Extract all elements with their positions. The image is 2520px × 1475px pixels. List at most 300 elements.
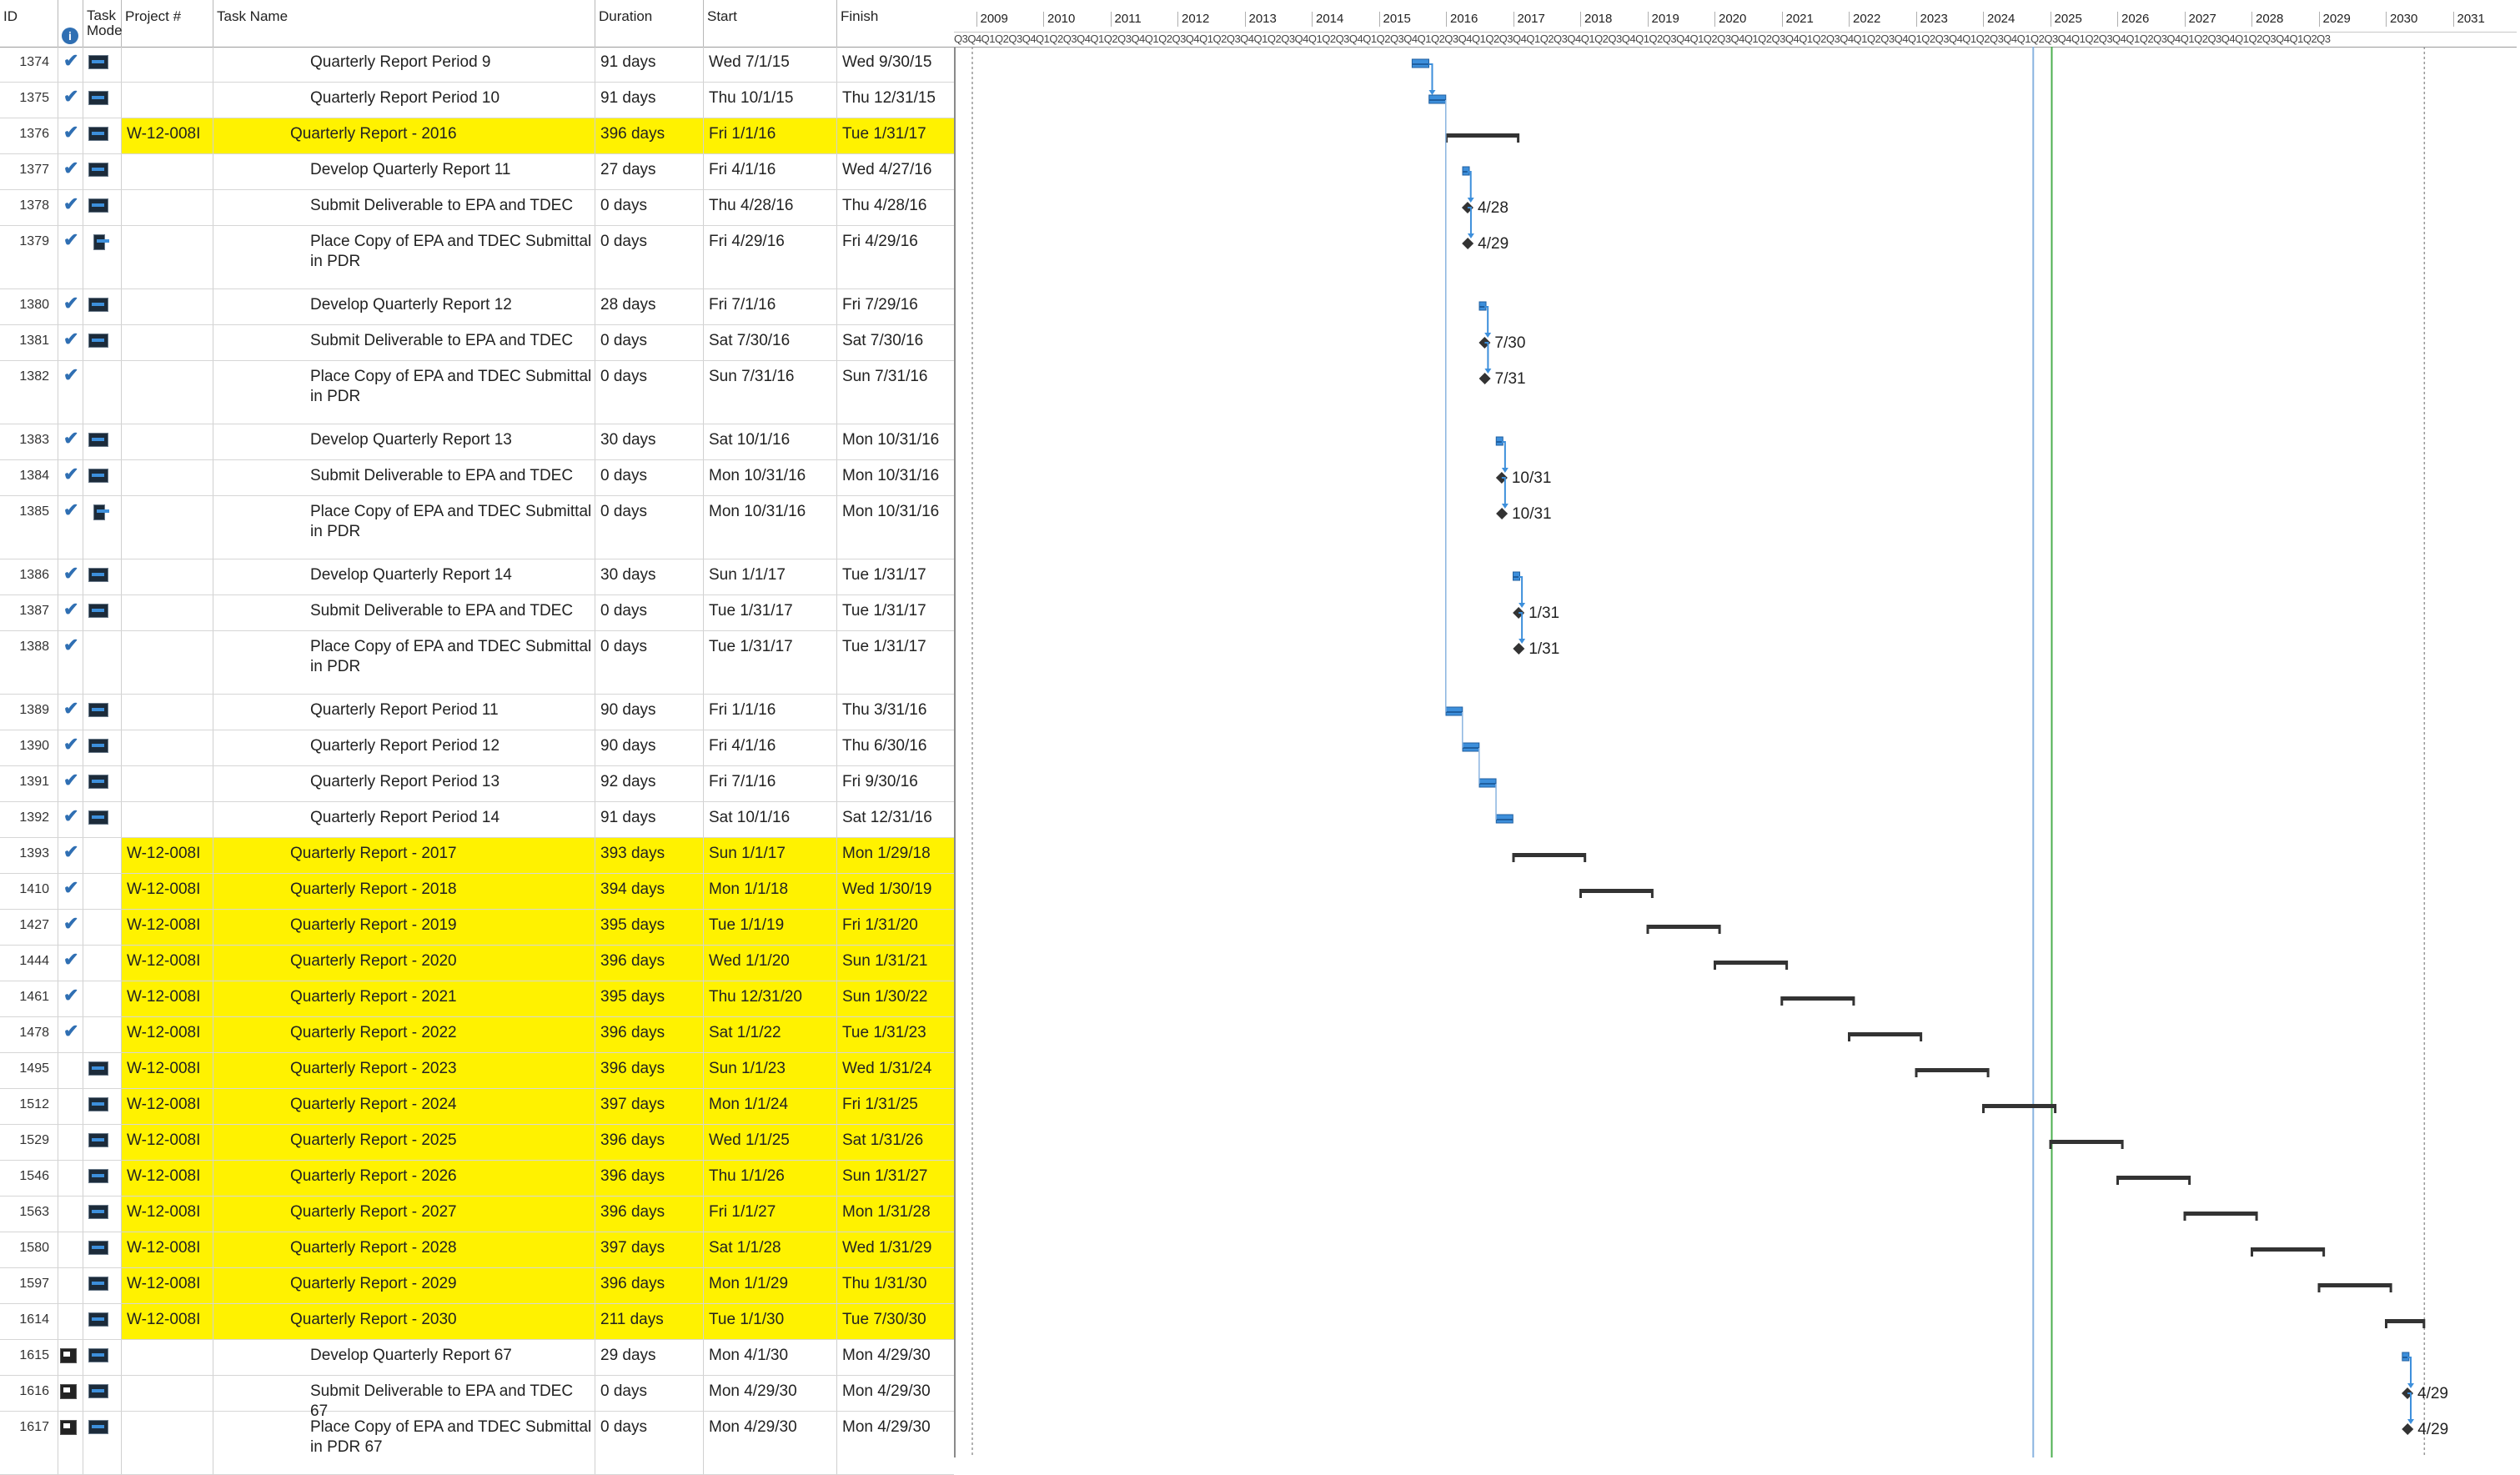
row-task-mode[interactable]	[83, 1376, 122, 1411]
dependency-arrow	[1468, 198, 1474, 203]
table-row[interactable]	[0, 361, 954, 424]
table-row[interactable]	[0, 1304, 954, 1340]
summary-bar	[2185, 1212, 2257, 1216]
row-task-name[interactable]: Submit Deliverable to EPA and TDEC	[213, 190, 595, 225]
row-duration: 30 days	[595, 424, 704, 459]
row-duration: 28 days	[595, 289, 704, 324]
row-task-name[interactable]: Place Copy of EPA and TDEC Submittal in PDR	[213, 496, 595, 559]
row-finish: Fri 4/29/16	[837, 226, 954, 288]
auto-schedule-icon	[88, 91, 108, 105]
row-indicators	[58, 190, 83, 225]
row-id: 1444	[0, 946, 58, 981]
row-task-name[interactable]: Quarterly Report - 2023	[213, 1053, 595, 1088]
row-project	[122, 1340, 213, 1375]
milestone-marker	[1462, 238, 1473, 249]
complete-check-icon: ✔	[63, 122, 78, 143]
auto-schedule-icon	[88, 1348, 108, 1362]
table-row[interactable]	[0, 695, 954, 730]
row-project	[122, 730, 213, 765]
row-task-mode[interactable]	[83, 730, 122, 765]
manual-task-icon	[60, 1384, 77, 1399]
row-task-name[interactable]: Quarterly Report - 2018	[213, 874, 595, 909]
row-finish: Fri 7/29/16	[837, 289, 954, 324]
summary-bar	[2051, 1140, 2123, 1144]
row-duration: 90 days	[595, 695, 704, 730]
dependency-arrow	[1502, 504, 1508, 509]
row-task-name[interactable]: Quarterly Report - 2028	[213, 1232, 595, 1267]
summary-bar	[1849, 1032, 1921, 1036]
row-project: W-12-008I	[122, 910, 213, 945]
row-duration: 396 days	[595, 1197, 704, 1232]
row-start: Thu 10/1/15	[704, 83, 837, 118]
summary-bar-start-cap	[1579, 889, 1582, 898]
summary-bar-end-cap	[2256, 1212, 2258, 1221]
row-task-mode[interactable]	[83, 981, 122, 1016]
row-id: 1410	[0, 874, 58, 909]
table-row[interactable]	[0, 83, 954, 118]
column-header-start[interactable]: Start	[704, 0, 837, 47]
table-row[interactable]	[0, 766, 954, 802]
timescale-year: 2028	[2251, 12, 2319, 27]
dependency-link	[1468, 172, 1471, 199]
table-row[interactable]	[0, 424, 954, 460]
row-task-name[interactable]: Develop Quarterly Report 13	[213, 424, 595, 459]
auto-schedule-icon	[88, 1169, 108, 1183]
table-row[interactable]	[0, 910, 954, 946]
row-task-name[interactable]: Quarterly Report - 2025	[213, 1125, 595, 1160]
row-task-name[interactable]: Quarterly Report Period 12	[213, 730, 595, 765]
row-task-mode[interactable]	[83, 1412, 122, 1474]
row-start: Tue 1/31/17	[704, 595, 837, 630]
row-start: Mon 1/1/18	[704, 874, 837, 909]
row-project	[122, 1376, 213, 1411]
row-id: 1388	[0, 631, 58, 694]
table-row[interactable]	[0, 154, 954, 190]
row-task-mode[interactable]	[83, 695, 122, 730]
row-task-mode[interactable]	[83, 83, 122, 118]
row-task-name[interactable]: Quarterly Report - 2016	[213, 118, 595, 153]
row-finish: Tue 7/30/30	[837, 1304, 954, 1339]
row-start: Mon 1/1/24	[704, 1089, 837, 1124]
summary-bar-end-cap	[1852, 996, 1855, 1006]
table-row[interactable]	[0, 325, 954, 361]
summary-bar-start-cap	[1915, 1068, 1918, 1077]
table-row[interactable]	[0, 1053, 954, 1089]
row-duration: 0 days	[595, 460, 704, 495]
row-finish: Mon 10/31/16	[837, 460, 954, 495]
row-id: 1597	[0, 1268, 58, 1303]
row-duration: 396 days	[595, 1017, 704, 1052]
row-finish: Thu 3/31/16	[837, 695, 954, 730]
auto-schedule-icon	[88, 298, 108, 312]
row-task-mode[interactable]	[83, 289, 122, 324]
row-duration: 393 days	[595, 838, 704, 873]
table-row[interactable]	[0, 838, 954, 874]
row-indicators	[58, 226, 83, 288]
row-id: 1382	[0, 361, 58, 424]
row-duration: 396 days	[595, 1268, 704, 1303]
table-row[interactable]	[0, 1125, 954, 1161]
row-duration: 0 days	[595, 496, 704, 559]
row-start: Thu 12/31/20	[704, 981, 837, 1016]
complete-check-icon: ✔	[63, 50, 78, 71]
row-indicators	[58, 595, 83, 630]
summary-bar	[1916, 1068, 1989, 1072]
summary-bar	[1648, 925, 1720, 929]
row-start: Tue 1/1/19	[704, 910, 837, 945]
row-finish: Fri 1/31/25	[837, 1089, 954, 1124]
summary-bar	[1446, 133, 1519, 138]
table-row[interactable]	[0, 802, 954, 838]
row-task-name[interactable]: Develop Quarterly Report 12	[213, 289, 595, 324]
row-project: W-12-008I	[122, 1232, 213, 1267]
auto-schedule-icon	[88, 163, 108, 177]
table-row[interactable]	[0, 595, 954, 631]
row-project: W-12-008I	[122, 118, 213, 153]
row-indicators	[58, 154, 83, 189]
table-row[interactable]	[0, 1376, 954, 1412]
row-id: 1615	[0, 1340, 58, 1375]
row-task-name[interactable]: Quarterly Report - 2029	[213, 1268, 595, 1303]
row-id: 1374	[0, 47, 58, 82]
row-indicators	[58, 802, 83, 837]
table-row[interactable]	[0, 1161, 954, 1197]
row-project: W-12-008I	[122, 981, 213, 1016]
row-task-name[interactable]: Quarterly Report - 2027	[213, 1197, 595, 1232]
table-row[interactable]	[0, 1232, 954, 1268]
row-start: Sun 1/1/17	[704, 838, 837, 873]
row-task-mode[interactable]	[83, 325, 122, 360]
task-table	[0, 0, 956, 1457]
table-row[interactable]	[0, 1340, 954, 1376]
table-row[interactable]	[0, 496, 954, 559]
row-indicators	[58, 838, 83, 873]
row-id: 1391	[0, 766, 58, 801]
summary-bar-end-cap	[1785, 961, 1788, 970]
row-finish: Sun 7/31/16	[837, 361, 954, 424]
row-project	[122, 766, 213, 801]
row-start: Sat 10/1/16	[704, 424, 837, 459]
summary-bar-start-cap	[1513, 853, 1515, 862]
row-task-mode[interactable]	[83, 559, 122, 595]
table-row[interactable]	[0, 730, 954, 766]
timescale-year: 2021	[1782, 12, 1850, 27]
row-task-name[interactable]: Quarterly Report - 2020	[213, 946, 595, 981]
timescale-year: 2014	[1312, 12, 1379, 27]
row-finish: Sat 12/31/16	[837, 802, 954, 837]
row-task-mode[interactable]	[83, 47, 122, 82]
complete-check-icon: ✔	[63, 229, 78, 250]
row-id: 1387	[0, 595, 58, 630]
dependency-link	[1519, 577, 1522, 605]
row-task-mode[interactable]	[83, 1340, 122, 1375]
row-finish: Thu 6/30/16	[837, 730, 954, 765]
complete-check-icon: ✔	[63, 563, 78, 584]
row-indicators	[58, 559, 83, 595]
row-project: W-12-008I	[122, 1197, 213, 1232]
summary-bar-start-cap	[2050, 1140, 2052, 1149]
row-finish: Thu 4/28/16	[837, 190, 954, 225]
row-indicators	[58, 460, 83, 495]
table-row[interactable]	[0, 1017, 954, 1053]
row-task-name[interactable]: Quarterly Report - 2021	[213, 981, 595, 1016]
row-indicators	[58, 1376, 83, 1411]
row-id: 1617	[0, 1412, 58, 1474]
row-task-mode[interactable]	[83, 190, 122, 225]
row-duration: 395 days	[595, 981, 704, 1016]
row-indicators	[58, 1304, 83, 1339]
row-task-name[interactable]: Quarterly Report - 2017	[213, 838, 595, 873]
row-start: Tue 1/1/30	[704, 1304, 837, 1339]
row-task-name[interactable]: Quarterly Report - 2030	[213, 1304, 595, 1339]
row-duration: 0 days	[595, 1412, 704, 1474]
row-task-name[interactable]: Place Copy of EPA and TDEC Submittal in PDR 67	[213, 1412, 595, 1474]
row-finish: Wed 1/31/24	[837, 1053, 954, 1088]
row-task-name[interactable]: Quarterly Report - 2024	[213, 1089, 595, 1124]
auto-schedule-icon	[88, 55, 108, 69]
row-task-mode[interactable]	[83, 460, 122, 495]
row-task-mode[interactable]	[83, 1268, 122, 1303]
row-task-mode[interactable]	[83, 874, 122, 909]
summary-bar-start-cap	[2116, 1176, 2119, 1185]
row-project: W-12-008I	[122, 1053, 213, 1088]
auto-schedule-icon	[88, 198, 108, 213]
table-row[interactable]	[0, 1197, 954, 1232]
row-task-mode[interactable]	[83, 1161, 122, 1196]
milestone-date-label: 4/29	[1478, 235, 1508, 253]
table-row[interactable]	[0, 47, 954, 83]
summary-bar-end-cap	[1584, 853, 1586, 862]
row-task-name[interactable]: Quarterly Report Period 9	[213, 47, 595, 82]
row-task-name[interactable]: Develop Quarterly Report 14	[213, 559, 595, 595]
summary-bar	[1781, 996, 1854, 1001]
row-task-name[interactable]: Quarterly Report Period 13	[213, 766, 595, 801]
dependency-link	[1502, 442, 1505, 469]
milestone-marker	[1479, 373, 1491, 384]
row-task-mode[interactable]	[83, 496, 122, 559]
milestone-date-label: 7/30	[1494, 334, 1525, 352]
row-id: 1563	[0, 1197, 58, 1232]
row-duration: 0 days	[595, 631, 704, 694]
table-row[interactable]	[0, 460, 954, 496]
row-finish: Wed 9/30/15	[837, 47, 954, 82]
gantt-chart	[954, 0, 2517, 1457]
row-indicators	[58, 289, 83, 324]
row-indicators	[58, 496, 83, 559]
column-header-task-mode[interactable]: Task Mode	[83, 0, 122, 47]
row-start: Fri 1/1/27	[704, 1197, 837, 1232]
row-task-mode[interactable]	[83, 910, 122, 945]
row-task-mode[interactable]	[83, 1304, 122, 1339]
timescale-year: 2011	[1111, 12, 1178, 27]
row-duration: 396 days	[595, 1053, 704, 1088]
row-task-mode[interactable]	[83, 595, 122, 630]
row-start: Fri 7/1/16	[704, 289, 837, 324]
row-project: W-12-008I	[122, 1017, 213, 1052]
row-task-mode[interactable]	[83, 838, 122, 873]
table-row[interactable]	[0, 289, 954, 325]
row-indicators	[58, 1125, 83, 1160]
row-task-mode[interactable]	[83, 1197, 122, 1232]
auto-schedule-icon	[88, 334, 108, 348]
auto-schedule-icon	[88, 127, 108, 141]
timescale-year: 2023	[1916, 12, 1984, 27]
row-task-mode[interactable]	[83, 361, 122, 424]
complete-check-icon: ✔	[63, 635, 78, 655]
row-task-mode[interactable]	[83, 1089, 122, 1124]
row-start: Tue 1/31/17	[704, 631, 837, 694]
row-task-name[interactable]: Submit Deliverable to EPA and TDEC	[213, 460, 595, 495]
row-task-name[interactable]: Quarterly Report Period 11	[213, 695, 595, 730]
complete-check-icon: ✔	[63, 949, 78, 970]
row-finish: Mon 1/29/18	[837, 838, 954, 873]
column-header-task-name[interactable]: Task Name	[213, 0, 595, 47]
table-row[interactable]	[0, 1089, 954, 1125]
complete-check-icon: ✔	[63, 734, 78, 755]
row-finish: Sat 7/30/16	[837, 325, 954, 360]
row-project	[122, 460, 213, 495]
table-row[interactable]	[0, 226, 954, 289]
row-task-mode[interactable]	[83, 226, 122, 288]
complete-check-icon: ✔	[63, 293, 78, 314]
row-task-name[interactable]: Develop Quarterly Report 67	[213, 1340, 595, 1375]
row-start: Wed 1/1/25	[704, 1125, 837, 1160]
dependency-link	[2407, 1357, 2411, 1385]
row-duration: 0 days	[595, 325, 704, 360]
row-task-name[interactable]: Place Copy of EPA and TDEC Submittal in PDR	[213, 631, 595, 694]
auto-schedule-icon	[93, 234, 105, 250]
column-header-finish[interactable]: Finish	[837, 0, 954, 47]
column-header-id[interactable]: ID	[0, 0, 58, 47]
timescale-year: 2020	[1714, 12, 1782, 27]
row-task-mode[interactable]	[83, 1125, 122, 1160]
dependency-arrow	[2407, 1419, 2414, 1424]
table-row[interactable]	[0, 981, 954, 1017]
column-header-duration[interactable]: Duration	[595, 0, 704, 47]
row-id: 1546	[0, 1161, 58, 1196]
row-task-name[interactable]: Place Copy of EPA and TDEC Submittal in PDR	[213, 361, 595, 424]
row-task-name[interactable]: Submit Deliverable to EPA and TDEC	[213, 595, 595, 630]
row-task-name[interactable]: Quarterly Report Period 10	[213, 83, 595, 118]
table-row[interactable]	[0, 118, 954, 154]
info-icon: i	[62, 28, 78, 44]
summary-bar-start-cap	[2251, 1247, 2253, 1257]
row-task-mode[interactable]	[83, 1017, 122, 1052]
row-task-mode[interactable]	[83, 766, 122, 801]
row-id: 1383	[0, 424, 58, 459]
row-project	[122, 190, 213, 225]
row-start: Fri 1/1/16	[704, 695, 837, 730]
row-duration: 395 days	[595, 910, 704, 945]
table-row[interactable]	[0, 559, 954, 595]
row-finish: Thu 12/31/15	[837, 83, 954, 118]
row-id: 1512	[0, 1089, 58, 1124]
row-finish: Tue 1/31/17	[837, 559, 954, 595]
table-row[interactable]	[0, 874, 954, 910]
row-indicators	[58, 424, 83, 459]
row-id: 1393	[0, 838, 58, 873]
column-header-project[interactable]: Project #	[122, 0, 213, 47]
row-task-mode[interactable]	[83, 1053, 122, 1088]
row-start: Sat 10/1/16	[704, 802, 837, 837]
row-task-mode[interactable]	[83, 802, 122, 837]
auto-schedule-icon	[88, 1241, 108, 1255]
row-task-name[interactable]: Submit Deliverable to EPA and TDEC	[213, 325, 595, 360]
timescale-year: 2027	[2185, 12, 2252, 27]
row-id: 1478	[0, 1017, 58, 1052]
row-duration: 91 days	[595, 47, 704, 82]
milestone-date-label: 4/28	[1478, 199, 1508, 217]
row-finish: Tue 1/31/17	[837, 631, 954, 694]
row-project	[122, 559, 213, 595]
row-finish: Tue 1/31/23	[837, 1017, 954, 1052]
row-start: Sat 1/1/28	[704, 1232, 837, 1267]
row-indicators	[58, 730, 83, 765]
row-task-name[interactable]: Place Copy of EPA and TDEC Submittal in PDR	[213, 226, 595, 288]
summary-bar	[2319, 1283, 2392, 1287]
complete-check-icon: ✔	[63, 913, 78, 934]
summary-bar-start-cap	[1647, 925, 1649, 934]
manual-task-icon	[60, 1420, 77, 1435]
complete-check-icon: ✔	[63, 805, 78, 826]
summary-bar-end-cap	[1517, 133, 1519, 143]
complete-check-icon: ✔	[63, 499, 78, 520]
table-row[interactable]	[0, 190, 954, 226]
table-row[interactable]	[0, 1412, 954, 1475]
row-finish: Wed 1/31/29	[837, 1232, 954, 1267]
dependency-arrow	[2407, 1383, 2414, 1388]
timescale-year: 2012	[1177, 12, 1245, 27]
row-task-mode[interactable]	[83, 154, 122, 189]
row-task-mode[interactable]	[83, 118, 122, 153]
table-row[interactable]	[0, 1268, 954, 1304]
row-start: Mon 4/29/30	[704, 1376, 837, 1411]
row-task-mode[interactable]	[83, 1232, 122, 1267]
table-row[interactable]	[0, 631, 954, 695]
row-finish: Sun 1/30/22	[837, 981, 954, 1016]
milestone-marker	[2402, 1423, 2413, 1435]
row-id: 1381	[0, 325, 58, 360]
row-task-name[interactable]: Quarterly Report - 2026	[213, 1161, 595, 1196]
row-task-mode[interactable]	[83, 424, 122, 459]
auto-schedule-icon	[88, 739, 108, 753]
row-id: 1380	[0, 289, 58, 324]
timescale-year: 2016	[1446, 12, 1514, 27]
row-duration: 396 days	[595, 1161, 704, 1196]
summary-bar-start-cap	[2385, 1319, 2387, 1328]
row-task-mode[interactable]	[83, 946, 122, 981]
row-project	[122, 1412, 213, 1474]
row-task-name[interactable]: Develop Quarterly Report 11	[213, 154, 595, 189]
summary-bar	[1580, 889, 1653, 893]
row-duration: 0 days	[595, 1376, 704, 1411]
dependency-arrow	[1428, 90, 1435, 95]
row-task-name[interactable]: Quarterly Report Period 14	[213, 802, 595, 837]
row-task-name[interactable]: Submit Deliverable to EPA and TDEC 67	[213, 1376, 595, 1411]
row-task-name[interactable]: Quarterly Report - 2022	[213, 1017, 595, 1052]
row-id: 1616	[0, 1376, 58, 1411]
row-task-mode[interactable]	[83, 631, 122, 694]
table-row[interactable]	[0, 946, 954, 981]
complete-check-icon: ✔	[63, 698, 78, 719]
row-id: 1386	[0, 559, 58, 595]
row-indicators	[58, 118, 83, 153]
timescale-year: 2009	[976, 12, 1044, 27]
row-start: Wed 1/1/20	[704, 946, 837, 981]
row-finish: Fri 9/30/16	[837, 766, 954, 801]
row-task-name[interactable]: Quarterly Report - 2019	[213, 910, 595, 945]
timescale-year: 2024	[1983, 12, 2051, 27]
